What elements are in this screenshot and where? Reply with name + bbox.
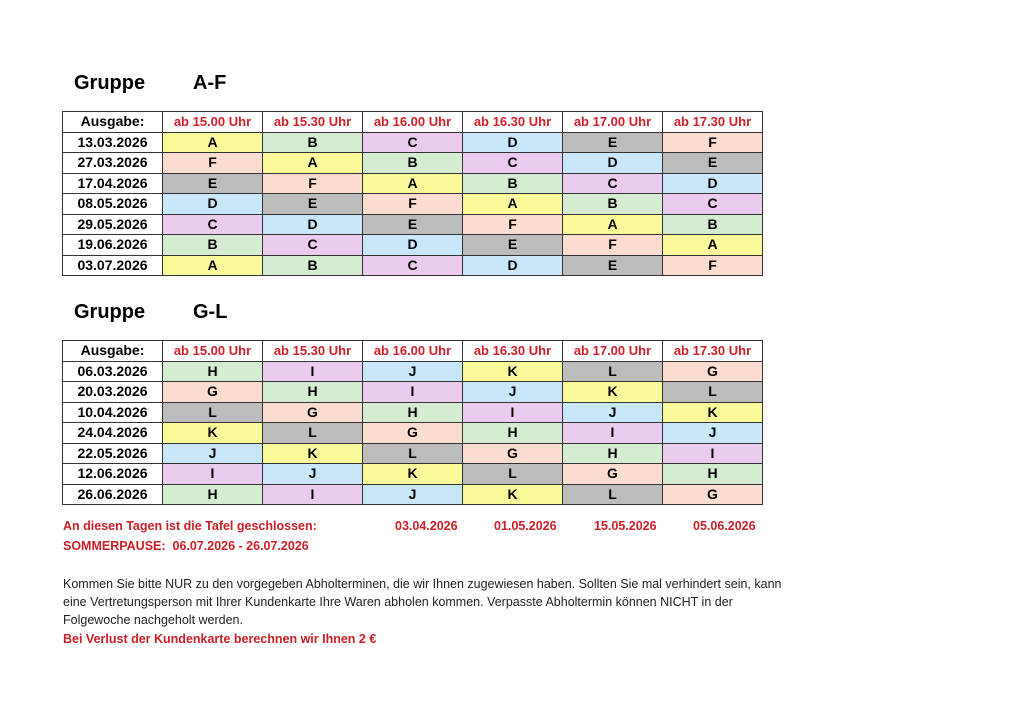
group-letter-cell: K (363, 464, 463, 485)
table-row (63, 464, 763, 485)
group-letter-cell: K (463, 484, 563, 505)
table-row (63, 361, 763, 382)
group-letter-cell: B (463, 173, 563, 194)
header-row (63, 341, 763, 362)
pickup-date: 24.04.2026 (63, 423, 163, 444)
group-letter-cell: I (463, 402, 563, 423)
group-letter-cell: H (163, 361, 263, 382)
schedule-table-a-f (62, 111, 763, 276)
table-row (63, 194, 763, 215)
column-header-time: ab 17.30 Uhr (663, 341, 763, 362)
group-letter-cell: A (563, 214, 663, 235)
group-letter-cell: L (263, 423, 363, 444)
group-label: Gruppe (74, 72, 146, 94)
group-letter-cell: L (463, 464, 563, 485)
group-letter-cell: G (363, 423, 463, 444)
group-letter-cell: D (263, 214, 363, 235)
group-letter-cell: L (663, 382, 763, 403)
group-letter-cell: F (163, 153, 263, 174)
group-label: Gruppe (74, 301, 146, 323)
group-letter-cell: F (663, 255, 763, 276)
group-letter-cell: A (163, 132, 263, 153)
group-letter-cell: H (563, 443, 663, 464)
card-loss-warning: Bei Verlust der Kundenkarte berechnen wir Ihnen 2 € (63, 631, 377, 646)
group-letter-cell: D (463, 255, 563, 276)
group-letter-cell: K (163, 423, 263, 444)
group-letter-cell: F (263, 173, 363, 194)
group-letter-cell: B (163, 235, 263, 256)
group-letter-cell: I (663, 443, 763, 464)
pickup-date: 12.06.2026 (63, 464, 163, 485)
group-letter-cell: F (563, 235, 663, 256)
group-letter-cell: J (563, 402, 663, 423)
column-header-time: ab 15.00 Uhr (163, 112, 263, 133)
pickup-date: 26.06.2026 (63, 484, 163, 505)
pickup-date: 27.03.2026 (63, 153, 163, 174)
column-header-time: ab 16.00 Uhr (363, 341, 463, 362)
table-row (63, 382, 763, 403)
group-letter-cell: D (163, 194, 263, 215)
table-row (63, 214, 763, 235)
group-letter-cell: A (463, 194, 563, 215)
column-header-time: ab 17.00 Uhr (563, 112, 663, 133)
group-range: A-F (193, 72, 227, 94)
column-header-time: ab 16.30 Uhr (463, 341, 563, 362)
group-range: G-L (193, 301, 228, 323)
group-letter-cell: B (263, 255, 363, 276)
group-letter-cell: K (663, 402, 763, 423)
table-row (63, 235, 763, 256)
column-header-time: ab 17.30 Uhr (663, 112, 763, 133)
column-header-time: ab 16.30 Uhr (463, 112, 563, 133)
pickup-date: 06.03.2026 (63, 361, 163, 382)
closed-date-2: 01.05.2026 (494, 519, 557, 533)
pickup-date: 20.03.2026 (63, 382, 163, 403)
closed-date-1: 03.04.2026 (395, 519, 458, 533)
group-letter-cell: L (563, 361, 663, 382)
group-letter-cell: H (263, 382, 363, 403)
table-row (63, 402, 763, 423)
group-letter-cell: E (563, 255, 663, 276)
table-row (63, 484, 763, 505)
summer-break: SOMMERPAUSE: 06.07.2026 - 26.07.2026 (63, 539, 309, 553)
group-letter-cell: A (663, 235, 763, 256)
pickup-date: 22.05.2026 (63, 443, 163, 464)
group-letter-cell: J (663, 423, 763, 444)
group-letter-cell: J (263, 464, 363, 485)
pickup-date: 29.05.2026 (63, 214, 163, 235)
column-header-date: Ausgabe: (63, 112, 163, 133)
pickup-date: 08.05.2026 (63, 194, 163, 215)
group-title-a-f (74, 72, 226, 95)
group-letter-cell: C (663, 194, 763, 215)
group-letter-cell: D (663, 173, 763, 194)
column-header-time: ab 15.30 Uhr (263, 112, 363, 133)
group-letter-cell: J (463, 382, 563, 403)
group-letter-cell: B (563, 194, 663, 215)
notice-text: Kommen Sie bitte NUR zu den vorgegeben Abholterminen, die wir Ihnen zugewiesen haben. Sollten Sie mal verhindert sein, kann eine Vertretungsperson mit Ihrer Kundenkarte Ihre Waren abholen kommen. Verpasste Abholtermin können NICHT in der Folgewoche nachgeholt werden. (63, 577, 782, 628)
pickup-notice (63, 575, 783, 648)
table-row (63, 132, 763, 153)
column-header-time: ab 17.00 Uhr (563, 341, 663, 362)
group-letter-cell: H (663, 464, 763, 485)
group-letter-cell: E (463, 235, 563, 256)
group-letter-cell: G (463, 443, 563, 464)
group-letter-cell: G (563, 464, 663, 485)
group-letter-cell: I (363, 382, 463, 403)
group-letter-cell: I (263, 484, 363, 505)
column-header-time: ab 16.00 Uhr (363, 112, 463, 133)
group-letter-cell: A (363, 173, 463, 194)
group-letter-cell: E (263, 194, 363, 215)
group-letter-cell: J (363, 484, 463, 505)
group-letter-cell: K (463, 361, 563, 382)
group-letter-cell: I (563, 423, 663, 444)
group-letter-cell: B (663, 214, 763, 235)
column-header-time: ab 15.30 Uhr (263, 341, 363, 362)
group-letter-cell: A (163, 255, 263, 276)
closed-days-label: An diesen Tagen ist die Tafel geschlossen: (63, 519, 317, 533)
group-letter-cell: L (563, 484, 663, 505)
group-letter-cell: D (363, 235, 463, 256)
group-letter-cell: L (363, 443, 463, 464)
table-row (63, 443, 763, 464)
schedule-table-g-l (62, 340, 763, 505)
group-letter-cell: E (163, 173, 263, 194)
group-letter-cell: I (263, 361, 363, 382)
closed-date-4: 05.06.2026 (693, 519, 756, 533)
group-letter-cell: F (363, 194, 463, 215)
group-letter-cell: C (363, 255, 463, 276)
group-letter-cell: G (663, 361, 763, 382)
table-row (63, 255, 763, 276)
group-letter-cell: D (563, 153, 663, 174)
header-row (63, 112, 763, 133)
group-letter-cell: G (263, 402, 363, 423)
pickup-date: 10.04.2026 (63, 402, 163, 423)
group-letter-cell: F (463, 214, 563, 235)
group-letter-cell: E (563, 132, 663, 153)
group-letter-cell: D (463, 132, 563, 153)
table-row (63, 423, 763, 444)
group-letter-cell: E (363, 214, 463, 235)
group-letter-cell: E (663, 153, 763, 174)
pickup-date: 03.07.2026 (63, 255, 163, 276)
group-letter-cell: K (263, 443, 363, 464)
group-letter-cell: K (563, 382, 663, 403)
group-letter-cell: G (163, 382, 263, 403)
group-letter-cell: I (163, 464, 263, 485)
table-row (63, 153, 763, 174)
group-letter-cell: F (663, 132, 763, 153)
group-letter-cell: C (263, 235, 363, 256)
pickup-date: 17.04.2026 (63, 173, 163, 194)
group-letter-cell: C (363, 132, 463, 153)
column-header-time: ab 15.00 Uhr (163, 341, 263, 362)
group-letter-cell: J (363, 361, 463, 382)
group-letter-cell: H (363, 402, 463, 423)
closed-date-3: 15.05.2026 (594, 519, 657, 533)
group-letter-cell: B (363, 153, 463, 174)
group-letter-cell: B (263, 132, 363, 153)
pickup-date: 19.06.2026 (63, 235, 163, 256)
group-letter-cell: C (563, 173, 663, 194)
group-title-g-l (74, 301, 227, 324)
group-letter-cell: C (163, 214, 263, 235)
group-letter-cell: A (263, 153, 363, 174)
group-letter-cell: L (163, 402, 263, 423)
pickup-date: 13.03.2026 (63, 132, 163, 153)
table-row (63, 173, 763, 194)
column-header-date: Ausgabe: (63, 341, 163, 362)
group-letter-cell: J (163, 443, 263, 464)
group-letter-cell: G (663, 484, 763, 505)
group-letter-cell: H (463, 423, 563, 444)
group-letter-cell: C (463, 153, 563, 174)
group-letter-cell: H (163, 484, 263, 505)
